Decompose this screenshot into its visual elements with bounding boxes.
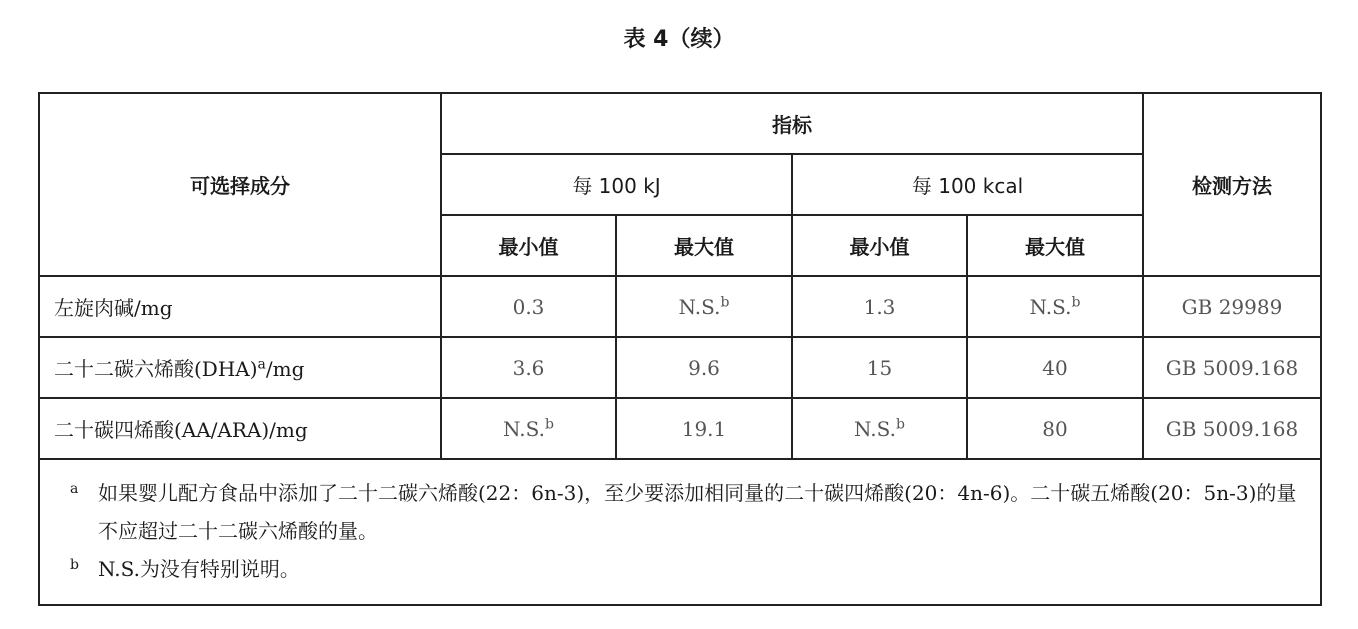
cell-kj-max: 9.6	[616, 337, 792, 398]
cell-method: GB 5009.168	[1143, 398, 1321, 459]
nutrient-table	[38, 92, 1322, 606]
table-title: 表 4（续）	[623, 27, 735, 52]
cell-kj-min: 3.6	[441, 337, 616, 398]
row-name: 左旋肉碱/mg	[39, 276, 441, 337]
cell-kcal-min: N.S.$^b$	[792, 398, 967, 459]
cell-kj-min: 0.3	[441, 276, 616, 337]
footnote	[70, 550, 1304, 588]
table-footnotes	[39, 459, 1321, 605]
cell-kcal-min: 15	[792, 337, 967, 398]
header-kj-max: 最大值	[616, 215, 792, 276]
header-ingredient: 可选择成分	[39, 93, 441, 276]
cell-kj-max: 19.1	[616, 398, 792, 459]
header-per-100kcal: 每 100 kcal	[792, 154, 1143, 215]
table-row	[39, 276, 1321, 337]
footnote-text: 如果婴儿配方食品中添加了二十二碳六烯酸(22：6n-3)，至少要添加相同量的二十碳四烯酸(20：4n-6)。二十碳五烯酸(20：5n-3)的量不应超过二十二碳六烯酸的量。	[98, 481, 1297, 543]
row-name: 二十二碳六烯酸(DHA)$^a$/mg	[39, 337, 441, 398]
cell-kcal-max: 80	[967, 398, 1143, 459]
footnote-text: N.S.为没有特别说明。	[98, 557, 300, 581]
row-name: 二十碳四烯酸(AA/ARA)/mg	[39, 398, 441, 459]
header-method: 检测方法	[1143, 93, 1321, 276]
header-kcal-max: 最大值	[967, 215, 1143, 276]
header-kj-min: 最小值	[441, 215, 616, 276]
footnote-mark: b	[70, 557, 79, 573]
header-kcal-min: 最小值	[792, 215, 967, 276]
footnote-mark: a	[70, 481, 79, 497]
cell-kcal-min: 1.3	[792, 276, 967, 337]
cell-method: GB 5009.168	[1143, 337, 1321, 398]
footnote	[70, 474, 1304, 550]
cell-kcal-max: 40	[967, 337, 1143, 398]
header-indicator: 指标	[441, 93, 1143, 154]
cell-kcal-max: N.S.$^b$	[967, 276, 1143, 337]
cell-method: GB 29989	[1143, 276, 1321, 337]
table-row	[39, 398, 1321, 459]
table-row	[39, 337, 1321, 398]
cell-kj-min: N.S.$^b$	[441, 398, 616, 459]
header-per-100kj: 每 100 kJ	[441, 154, 792, 215]
cell-kj-max: N.S.$^b$	[616, 276, 792, 337]
